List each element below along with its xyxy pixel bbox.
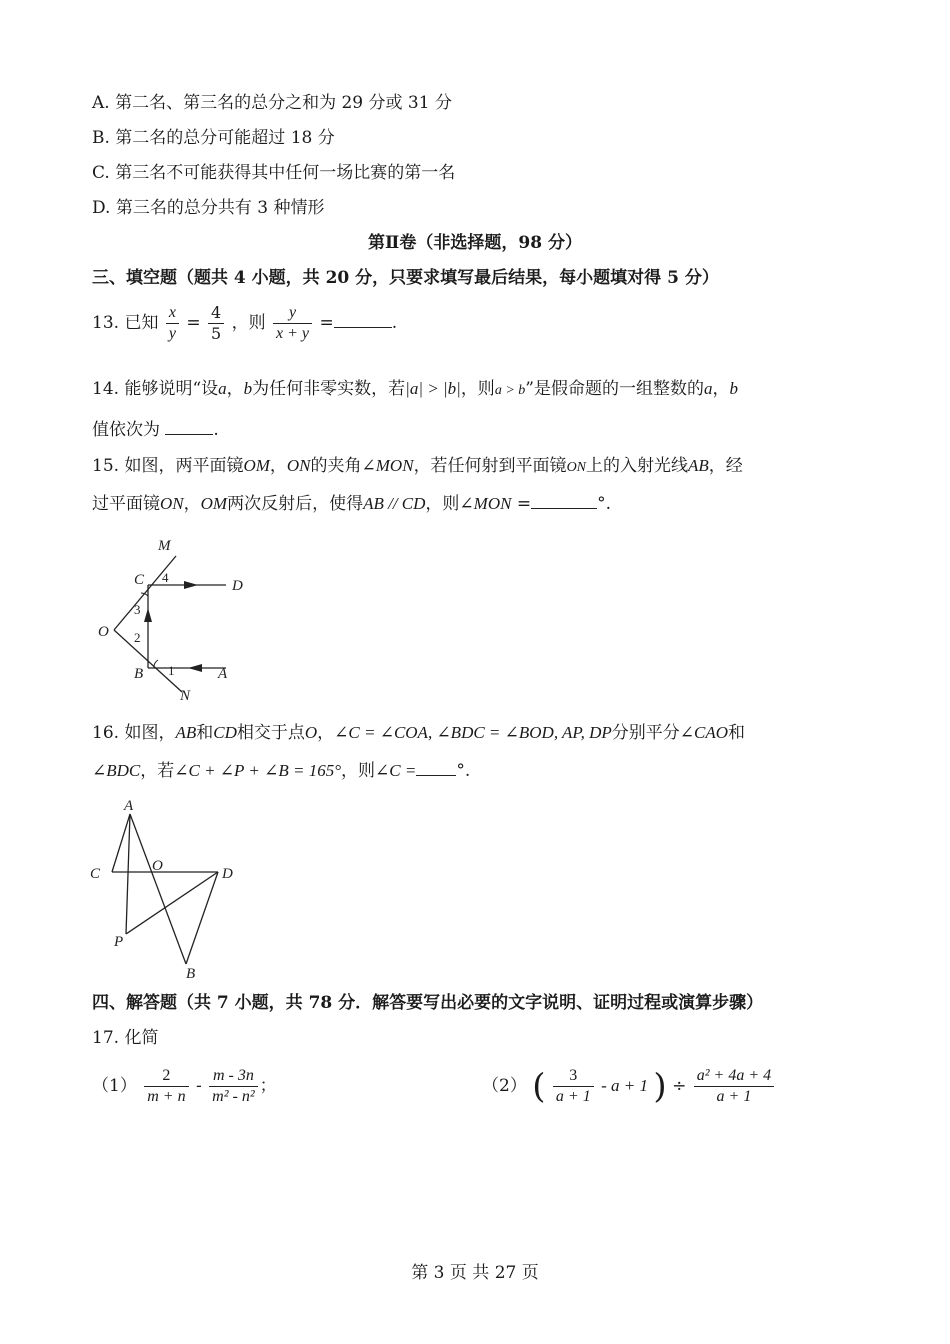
option-a: A. 第二名、第三名的总分之和为 29 分或 31 分 xyxy=(92,93,452,113)
label-O: O xyxy=(152,858,163,874)
question-17-part1: （1） $\frac{2}{m + n}$ - $\frac{m - 3n}{\text{m² - n²}}$ ； xyxy=(92,1067,277,1105)
angle-3: 3 xyxy=(134,602,141,617)
intersecting-lines-figure xyxy=(86,794,246,984)
question-17-title: 17. 化简 xyxy=(92,1028,159,1048)
label-B: B xyxy=(186,966,196,982)
label-A: A xyxy=(124,798,134,814)
label-P: P xyxy=(114,934,124,950)
label-M: M xyxy=(158,538,171,554)
section4-title: 四、解答题（共 7 小题，共 78 分．解答要写出必要的文字说明、证明过程或演算步骤） xyxy=(92,993,764,1013)
fraction-a2-4a-4-over-a-plus-1: $\frac{\text{a² + 4a + 4}}{a + 1}$ xyxy=(694,1066,774,1107)
fraction-3-over-a-plus-1: $\frac{3}{a + 1}$ xyxy=(553,1066,594,1107)
question-13: 13. 已知 $\frac{x}{y}$ = $\frac{4}{5}$ ，则 $\frac{y}{x + y}$ = . xyxy=(92,303,398,343)
label-O: O xyxy=(98,624,109,640)
option-b: B. 第二名的总分可能超过 18 分 xyxy=(92,128,335,148)
option-d: D. 第三名的总分共有 3 种情形 xyxy=(92,198,325,218)
answer-blank xyxy=(416,759,456,776)
part2-title: 第Ⅱ卷（非选择题，98 分） xyxy=(368,233,582,253)
mirror-reflection-figure xyxy=(92,532,262,704)
fraction-x-over-y: $\frac{x}{y}$ xyxy=(166,303,179,344)
answer-blank xyxy=(334,311,392,328)
page-footer: 第 3 页 共 27 页 xyxy=(411,1263,539,1283)
label-C: C xyxy=(90,866,101,882)
label-D: D xyxy=(222,866,233,882)
question-17-part2: （2） ( $\frac{3}{a + 1}$ - a + 1 ) ÷ $\frac{\text{a² + 4a + 4}}{a + 1}$ xyxy=(482,1066,776,1107)
question-14-line2: 值依次为 . xyxy=(92,420,219,440)
question-15-line1: 15. 如图，两平面镜OM，ON的夹角∠MON，若任何射到平面镜ON上的入射光线AB，经 xyxy=(92,456,743,476)
answer-blank xyxy=(165,418,213,435)
question-16-line2: ∠BDC，若∠C + ∠P + ∠B = 165°，则∠C = °. xyxy=(92,761,471,781)
label-A: A xyxy=(218,666,228,682)
question-14-line1: 14. 能够说明“设a，b为任何非零实数，若|a| > |b|，则a > b”是假命题的一组整数的a，b xyxy=(92,379,738,399)
question-16-line1: 16. 如图，AB和CD相交于点O，∠C = ∠COA, ∠BDC = ∠BOD, AP, DP分别平分∠CAO和 xyxy=(92,723,746,743)
fraction-2-over-m-plus-n: $\frac{2}{m + n}$ xyxy=(144,1066,188,1107)
fraction-4-over-5: $\frac{4}{5}$ xyxy=(208,303,224,344)
label-B: B xyxy=(134,666,144,682)
section3-title: 三、填空题（题共 4 小题，共 20 分，只要求填写最后结果，每小题填对得 5 分） xyxy=(92,268,719,288)
fraction-m-3n-over-m2-n2: $\frac{m - 3n}{\text{m² - n²}}$ xyxy=(209,1066,257,1107)
fraction-y-over-xy: $\frac{y}{x + y}$ xyxy=(273,303,312,344)
angle-1: 1 xyxy=(168,663,175,678)
angle-2: 2 xyxy=(134,630,141,645)
label-N: N xyxy=(180,688,191,704)
label-D: D xyxy=(232,578,243,594)
answer-blank xyxy=(531,492,597,509)
label-C: C xyxy=(134,572,145,588)
question-15-line2: 过平面镜ON，OM两次反射后，使得AB // CD，则∠MON = °. xyxy=(92,494,612,514)
angle-4: 4 xyxy=(162,570,169,585)
option-c: C. 第三名不可能获得其中任何一场比赛的第一名 xyxy=(92,163,456,183)
